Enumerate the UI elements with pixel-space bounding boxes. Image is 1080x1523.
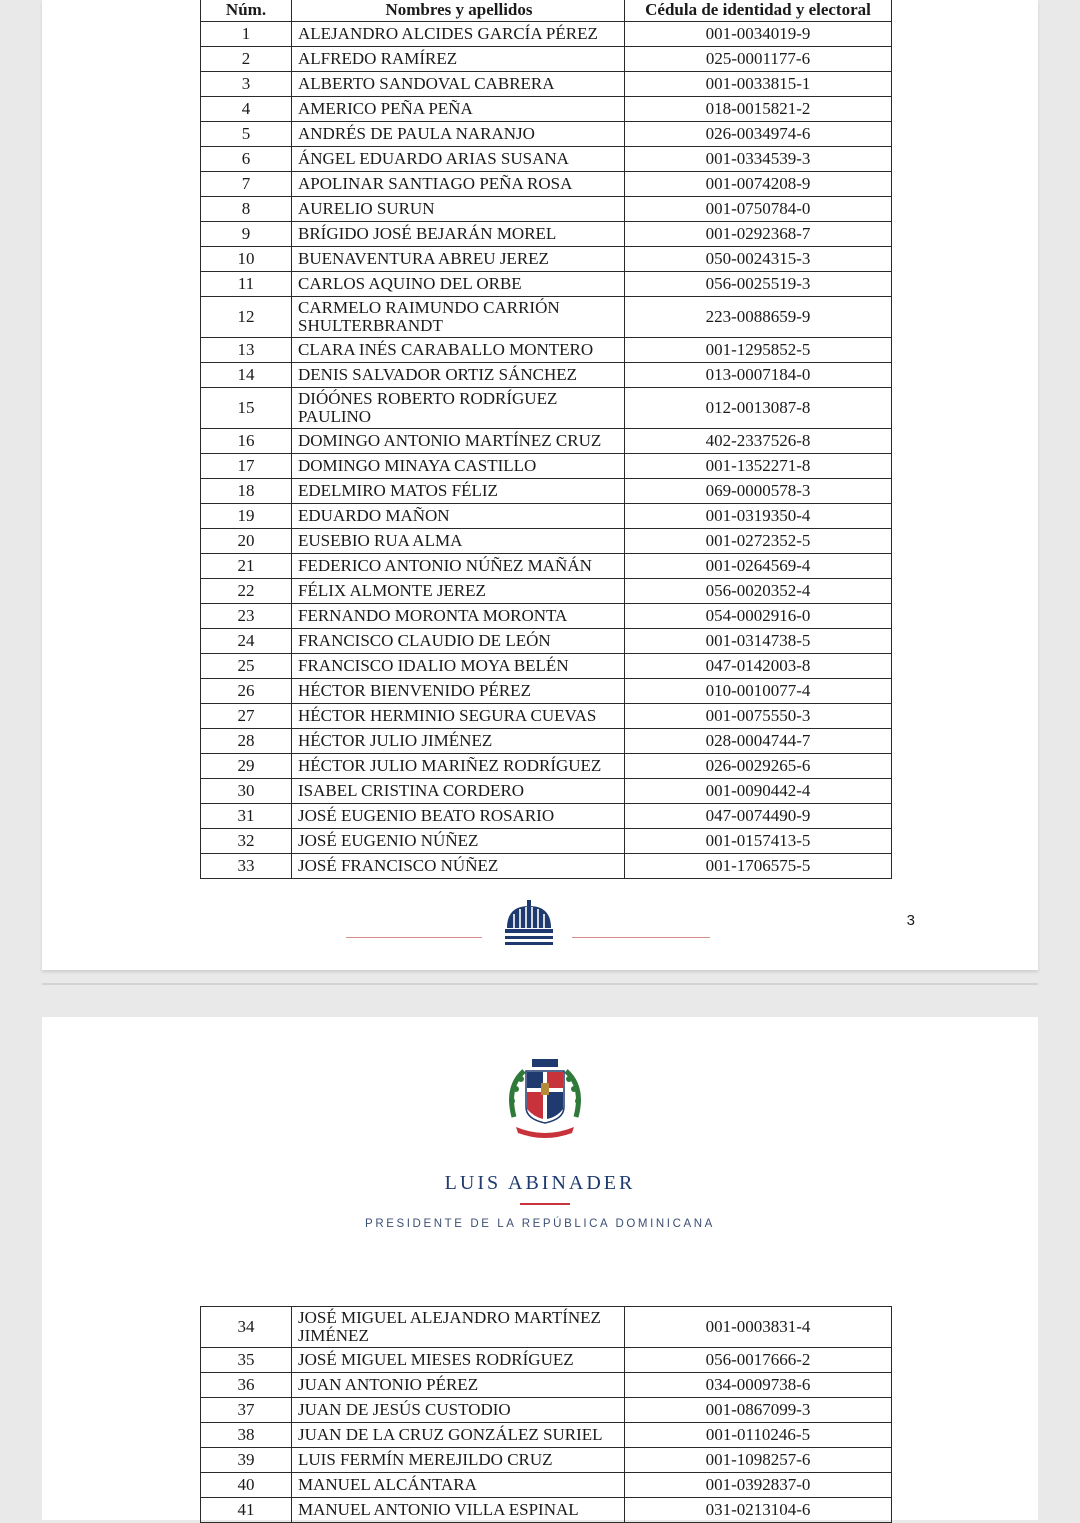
- row-id-number: 223-0088659-9: [625, 297, 892, 338]
- row-id-number: 001-0034019-9: [625, 22, 892, 47]
- table-row: [201, 122, 892, 147]
- table-row: [201, 338, 892, 363]
- row-name: FEDERICO ANTONIO NÚÑEZ MAÑÁN: [292, 554, 625, 579]
- row-name: CLARA INÉS CARABALLO MONTERO: [292, 338, 625, 363]
- row-name: JUAN DE LA CRUZ GONZÁLEZ SURIEL: [292, 1423, 625, 1448]
- row-number: 38: [201, 1423, 292, 1448]
- row-name: CARLOS AQUINO DEL ORBE: [292, 272, 625, 297]
- row-id-number: 001-0264569-4: [625, 554, 892, 579]
- row-name: JOSÉ MIGUEL ALEJANDRO MARTÍNEZ JIMÉNEZ: [292, 1307, 625, 1348]
- row-id-number: 001-0334539-3: [625, 147, 892, 172]
- row-id-number: 031-0213104-6: [625, 1498, 892, 1523]
- row-number: 13: [201, 338, 292, 363]
- row-number: 6: [201, 147, 292, 172]
- row-number: 5: [201, 122, 292, 147]
- table-row: [201, 297, 892, 338]
- row-number: 10: [201, 247, 292, 272]
- row-number: 28: [201, 729, 292, 754]
- table-row: [201, 247, 892, 272]
- row-id-number: 001-1352271-8: [625, 454, 892, 479]
- row-id-number: 001-0392837-0: [625, 1473, 892, 1498]
- table-row: [201, 604, 892, 629]
- row-number: 25: [201, 654, 292, 679]
- table-row: [201, 529, 892, 554]
- row-name: ISABEL CRISTINA CORDERO: [292, 779, 625, 804]
- table-row: [201, 1307, 892, 1348]
- row-number: 19: [201, 504, 292, 529]
- row-id-number: 010-0010077-4: [625, 679, 892, 704]
- row-name: EDELMIRO MATOS FÉLIZ: [292, 479, 625, 504]
- row-id-number: 050-0024315-3: [625, 247, 892, 272]
- row-id-number: 056-0020352-4: [625, 579, 892, 604]
- table-row: [201, 363, 892, 388]
- table-row: [201, 222, 892, 247]
- header-id: Cédula de identidad y electoral: [625, 0, 892, 22]
- coat-of-arms-icon: [504, 1057, 586, 1148]
- row-name: BRÍGIDO JOSÉ BEJARÁN MOREL: [292, 222, 625, 247]
- row-number: 15: [201, 388, 292, 429]
- table-row: [201, 47, 892, 72]
- row-name: HÉCTOR HERMINIO SEGURA CUEVAS: [292, 704, 625, 729]
- row-number: 40: [201, 1473, 292, 1498]
- row-name: FRANCISCO CLAUDIO DE LEÓN: [292, 629, 625, 654]
- row-name: DOMINGO MINAYA CASTILLO: [292, 454, 625, 479]
- row-number: 24: [201, 629, 292, 654]
- row-name: ANDRÉS DE PAULA NARANJO: [292, 122, 625, 147]
- table-row: [201, 1398, 892, 1423]
- table-row: [201, 679, 892, 704]
- row-id-number: 056-0025519-3: [625, 272, 892, 297]
- row-number: 37: [201, 1398, 292, 1423]
- row-id-number: 013-0007184-0: [625, 363, 892, 388]
- row-id-number: 001-1706575-5: [625, 854, 892, 879]
- row-number: 34: [201, 1307, 292, 1348]
- row-name: HÉCTOR JULIO MARIÑEZ RODRÍGUEZ: [292, 754, 625, 779]
- row-number: 29: [201, 754, 292, 779]
- name-underline: [520, 1203, 570, 1205]
- footer-rule-right: [572, 937, 710, 938]
- row-name: HÉCTOR BIENVENIDO PÉREZ: [292, 679, 625, 704]
- row-number: 35: [201, 1348, 292, 1373]
- row-number: 39: [201, 1448, 292, 1473]
- table-row: [201, 704, 892, 729]
- row-name: MANUEL ALCÁNTARA: [292, 1473, 625, 1498]
- row-id-number: 001-0867099-3: [625, 1398, 892, 1423]
- row-id-number: 001-0110246-5: [625, 1423, 892, 1448]
- table-row: [201, 22, 892, 47]
- table-row: [201, 1423, 892, 1448]
- table-row: [201, 779, 892, 804]
- row-name: LUIS FERMÍN MEREJILDO CRUZ: [292, 1448, 625, 1473]
- row-name: JOSÉ EUGENIO NÚÑEZ: [292, 829, 625, 854]
- row-id-number: 001-0314738-5: [625, 629, 892, 654]
- row-id-number: 001-0292368-7: [625, 222, 892, 247]
- row-name: JOSÉ MIGUEL MIESES RODRÍGUEZ: [292, 1348, 625, 1373]
- row-id-number: 034-0009738-6: [625, 1373, 892, 1398]
- row-number: 26: [201, 679, 292, 704]
- row-name: BUENAVENTURA ABREU JEREZ: [292, 247, 625, 272]
- table-body: [201, 22, 892, 879]
- row-name: ÁNGEL EDUARDO ARIAS SUSANA: [292, 147, 625, 172]
- members-table-page-4: [200, 1306, 892, 1523]
- table-row: [201, 579, 892, 604]
- row-id-number: 001-0157413-5: [625, 829, 892, 854]
- row-number: 23: [201, 604, 292, 629]
- row-number: 36: [201, 1373, 292, 1398]
- row-number: 8: [201, 197, 292, 222]
- row-id-number: 018-0015821-2: [625, 97, 892, 122]
- row-number: 7: [201, 172, 292, 197]
- table-row: [201, 654, 892, 679]
- row-name: EDUARDO MAÑON: [292, 504, 625, 529]
- row-name: JUAN DE JESÚS CUSTODIO: [292, 1398, 625, 1423]
- document-page-3: [42, 0, 1038, 970]
- row-id-number: 047-0074490-9: [625, 804, 892, 829]
- row-name: APOLINAR SANTIAGO PEÑA ROSA: [292, 172, 625, 197]
- row-name: ALFREDO RAMÍREZ: [292, 47, 625, 72]
- row-number: 16: [201, 429, 292, 454]
- row-id-number: 001-0074208-9: [625, 172, 892, 197]
- row-name: FÉLIX ALMONTE JEREZ: [292, 579, 625, 604]
- row-number: 14: [201, 363, 292, 388]
- row-id-number: 025-0001177-6: [625, 47, 892, 72]
- table-row: [201, 1348, 892, 1373]
- row-number: 11: [201, 272, 292, 297]
- row-id-number: 001-0033815-1: [625, 72, 892, 97]
- table-body: [201, 1307, 892, 1523]
- row-number: 30: [201, 779, 292, 804]
- table-row: [201, 554, 892, 579]
- row-id-number: 402-2337526-8: [625, 429, 892, 454]
- footer-rule-left: [346, 937, 482, 938]
- row-id-number: 047-0142003-8: [625, 654, 892, 679]
- table-row: [201, 829, 892, 854]
- row-number: 31: [201, 804, 292, 829]
- row-number: 9: [201, 222, 292, 247]
- row-number: 32: [201, 829, 292, 854]
- row-id-number: 054-0002916-0: [625, 604, 892, 629]
- table-row: [201, 172, 892, 197]
- header-name: Nombres y apellidos: [292, 0, 625, 22]
- row-id-number: 069-0000578-3: [625, 479, 892, 504]
- table-row: [201, 629, 892, 654]
- table-row: [201, 729, 892, 754]
- row-number: 4: [201, 97, 292, 122]
- row-name: EUSEBIO RUA ALMA: [292, 529, 625, 554]
- document-page-4: [42, 1017, 1038, 1520]
- row-number: 17: [201, 454, 292, 479]
- row-name: FRANCISCO IDALIO MOYA BELÉN: [292, 654, 625, 679]
- table-row: [201, 479, 892, 504]
- row-id-number: 001-1098257-6: [625, 1448, 892, 1473]
- page-number: 3: [906, 912, 915, 929]
- president-name: LUIS ABINADER: [444, 1172, 636, 1194]
- table-row: [201, 72, 892, 97]
- row-name: HÉCTOR JULIO JIMÉNEZ: [292, 729, 625, 754]
- palace-dome-icon: [502, 898, 556, 953]
- row-id-number: 001-1295852-5: [625, 338, 892, 363]
- row-id-number: 001-0003831-4: [625, 1307, 892, 1348]
- table-row: [201, 754, 892, 779]
- row-name: JUAN ANTONIO PÉREZ: [292, 1373, 625, 1398]
- row-number: 41: [201, 1498, 292, 1523]
- row-name: DIÓÓNES ROBERTO RODRÍGUEZ PAULINO: [292, 388, 625, 429]
- members-table-page-3: [200, 0, 892, 879]
- row-id-number: 012-0013087-8: [625, 388, 892, 429]
- table-row: [201, 388, 892, 429]
- row-number: 27: [201, 704, 292, 729]
- page-separator: [42, 983, 1038, 985]
- row-id-number: 001-0075550-3: [625, 704, 892, 729]
- row-number: 12: [201, 297, 292, 338]
- row-name: JOSÉ FRANCISCO NÚÑEZ: [292, 854, 625, 879]
- row-name: CARMELO RAIMUNDO CARRIÓN SHULTERBRANDT: [292, 297, 625, 338]
- row-id-number: 026-0034974-6: [625, 122, 892, 147]
- row-name: AMERICO PEÑA PEÑA: [292, 97, 625, 122]
- row-number: 21: [201, 554, 292, 579]
- row-number: 18: [201, 479, 292, 504]
- row-id-number: 056-0017666-2: [625, 1348, 892, 1373]
- row-number: 3: [201, 72, 292, 97]
- row-id-number: 001-0090442-4: [625, 779, 892, 804]
- row-name: DENIS SALVADOR ORTIZ SÁNCHEZ: [292, 363, 625, 388]
- row-id-number: 001-0272352-5: [625, 529, 892, 554]
- table-row: [201, 147, 892, 172]
- table-row: [201, 1373, 892, 1398]
- president-title: PRESIDENTE DE LA REPÚBLICA DOMINICANA: [365, 1218, 715, 1230]
- table-row: [201, 1498, 892, 1523]
- row-number: 33: [201, 854, 292, 879]
- row-id-number: 028-0004744-7: [625, 729, 892, 754]
- row-name: ALBERTO SANDOVAL CABRERA: [292, 72, 625, 97]
- row-id-number: 026-0029265-6: [625, 754, 892, 779]
- table-row: [201, 1448, 892, 1473]
- row-name: AURELIO SURUN: [292, 197, 625, 222]
- table-header-row: [201, 0, 892, 22]
- table-row: [201, 429, 892, 454]
- row-number: 1: [201, 22, 292, 47]
- row-number: 2: [201, 47, 292, 72]
- table-row: [201, 504, 892, 529]
- table-row: [201, 454, 892, 479]
- row-name: MANUEL ANTONIO VILLA ESPINAL: [292, 1498, 625, 1523]
- table-row: [201, 197, 892, 222]
- table-row: [201, 854, 892, 879]
- table-row: [201, 804, 892, 829]
- row-number: 22: [201, 579, 292, 604]
- table-row: [201, 1473, 892, 1498]
- row-name: JOSÉ EUGENIO BEATO ROSARIO: [292, 804, 625, 829]
- header-number: Núm.: [201, 0, 292, 22]
- row-name: FERNANDO MORONTA MORONTA: [292, 604, 625, 629]
- row-id-number: 001-0750784-0: [625, 197, 892, 222]
- table-row: [201, 272, 892, 297]
- row-number: 20: [201, 529, 292, 554]
- table-row: [201, 97, 892, 122]
- row-name: ALEJANDRO ALCIDES GARCÍA PÉREZ: [292, 22, 625, 47]
- row-name: DOMINGO ANTONIO MARTÍNEZ CRUZ: [292, 429, 625, 454]
- row-id-number: 001-0319350-4: [625, 504, 892, 529]
